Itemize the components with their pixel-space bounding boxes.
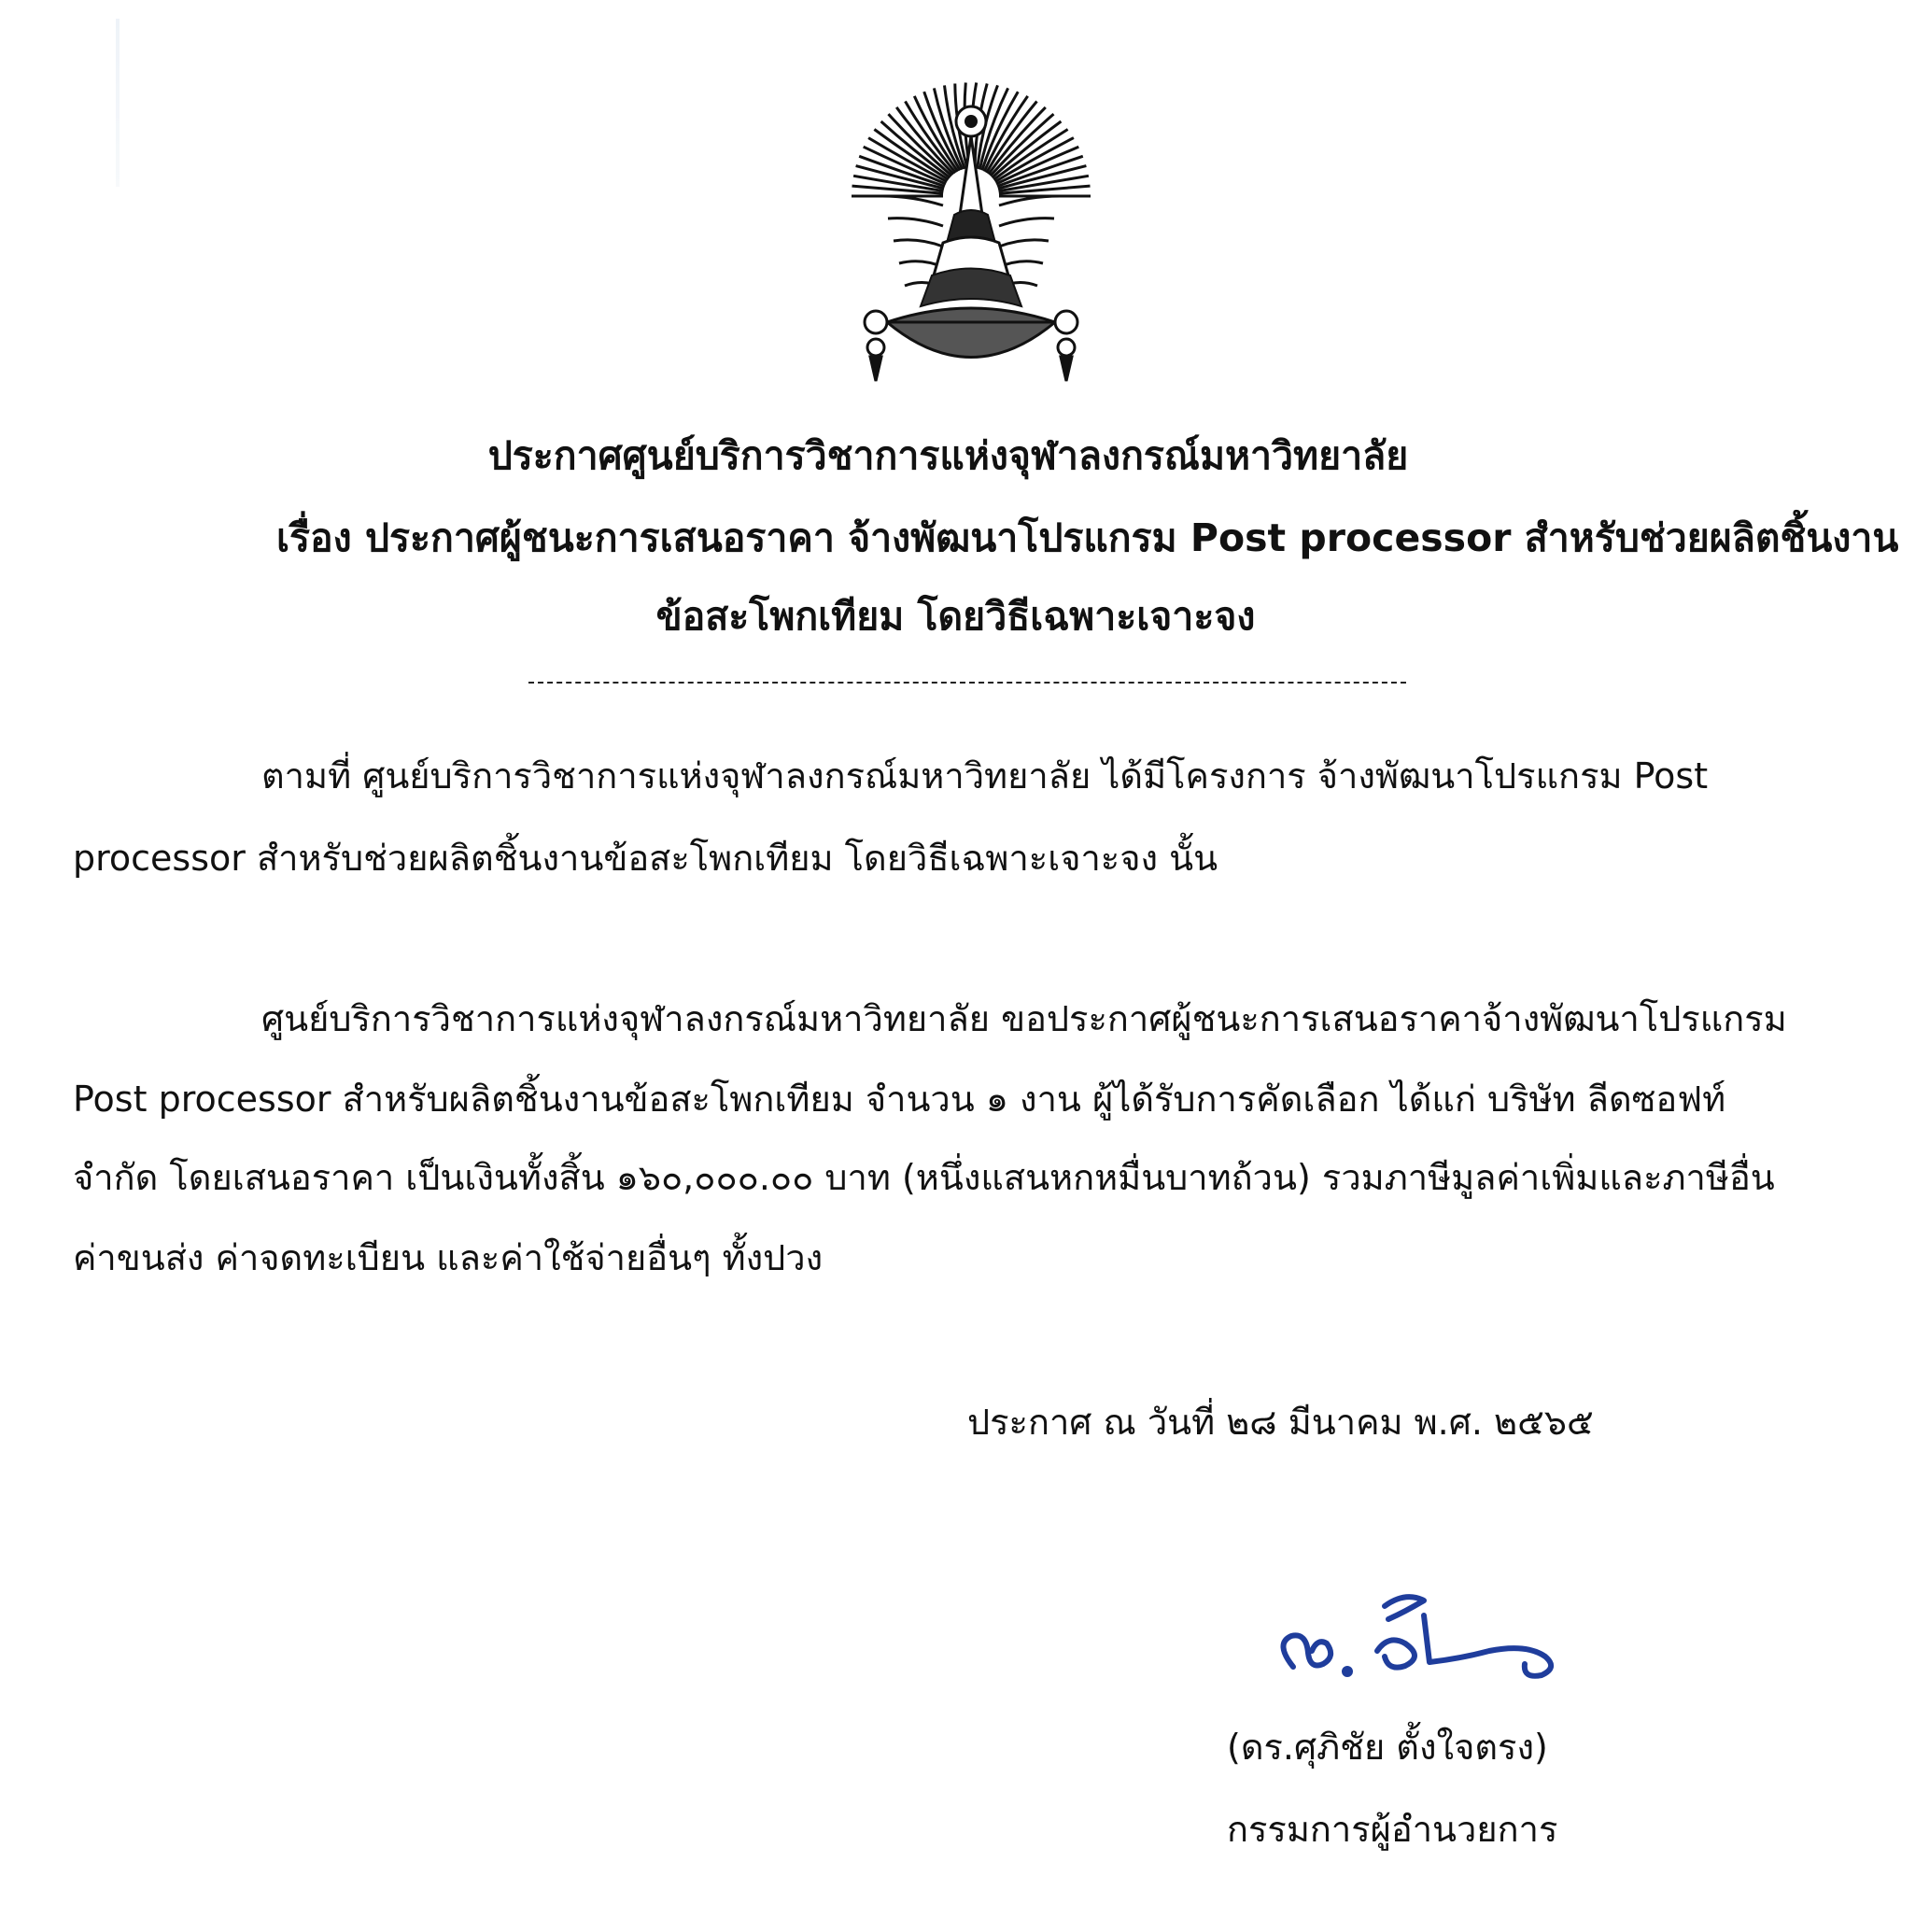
announcement-date: ประกาศ ณ วันที่ ๒๘ มีนาคม พ.ศ. ๒๕๖๕ bbox=[967, 1402, 1594, 1443]
paragraph-2-line-1: ศูนย์บริการวิชาการแห่งจุฬาลงกรณ์มหาวิทยาลัย ขอประกาศผู้ชนะการเสนอราคาจ้างพัฒนาโปรแกรม bbox=[261, 998, 1787, 1039]
signer-name: (ดร.ศุภิชัย ตั้งใจตรง) bbox=[1227, 1727, 1548, 1768]
signer-position: กรรมการผู้อำนวยการ bbox=[1227, 1809, 1558, 1850]
dashed-divider bbox=[528, 682, 1406, 684]
paragraph-1-line-2: processor สำหรับช่วยผลิตชิ้นงานข้อสะโพกเทียม โดยวิธีเฉพาะเจาะจง นั้น bbox=[73, 838, 1218, 879]
paragraph-1-line-1: ตามที่ ศูนย์บริการวิชาการแห่งจุฬาลงกรณ์มหาวิทยาลัย ได้มีโครงการ จ้างพัฒนาโปรแกรม Post bbox=[261, 755, 1709, 797]
chulalongkorn-emblem-icon bbox=[850, 56, 1092, 402]
header-subject-continued: ข้อสะโพกเทียม โดยวิธีเฉพาะเจาะจง bbox=[655, 594, 1256, 639]
paragraph-2-line-2: Post processor สำหรับผลิตชิ้นงานข้อสะโพกเทียม จำนวน ๑ งาน ผู้ได้รับการคัดเลือก ได้แก่ บริษัท ลีดซอฟท์ bbox=[73, 1079, 1726, 1120]
scan-artifact bbox=[116, 19, 120, 187]
paragraph-2-line-4: ค่าขนส่ง ค่าจดทะเบียน และค่าใช้จ่ายอื่นๆ ทั้งปวง bbox=[73, 1237, 824, 1278]
header-subject: เรื่อง ประกาศผู้ชนะการเสนอราคา จ้างพัฒนาโปรแกรม Post processor สำหรับช่วยผลิตชิ้นงาน bbox=[276, 515, 1899, 560]
paragraph-2-line-3: จำกัด โดยเสนอราคา เป็นเงินทั้งสิ้น ๑๖๐,๐๐๐.๐๐ บาท (หนึ่งแสนหกหมื่นบาทถ้วน) รวมภาษีมูลค่าเพิ่มและภาษีอื่น bbox=[73, 1157, 1775, 1198]
handwritten-signature bbox=[1265, 1578, 1583, 1699]
header-title: ประกาศศูนย์บริการวิชาการแห่งจุฬาลงกรณ์มหาวิทยาลัย bbox=[487, 433, 1409, 478]
